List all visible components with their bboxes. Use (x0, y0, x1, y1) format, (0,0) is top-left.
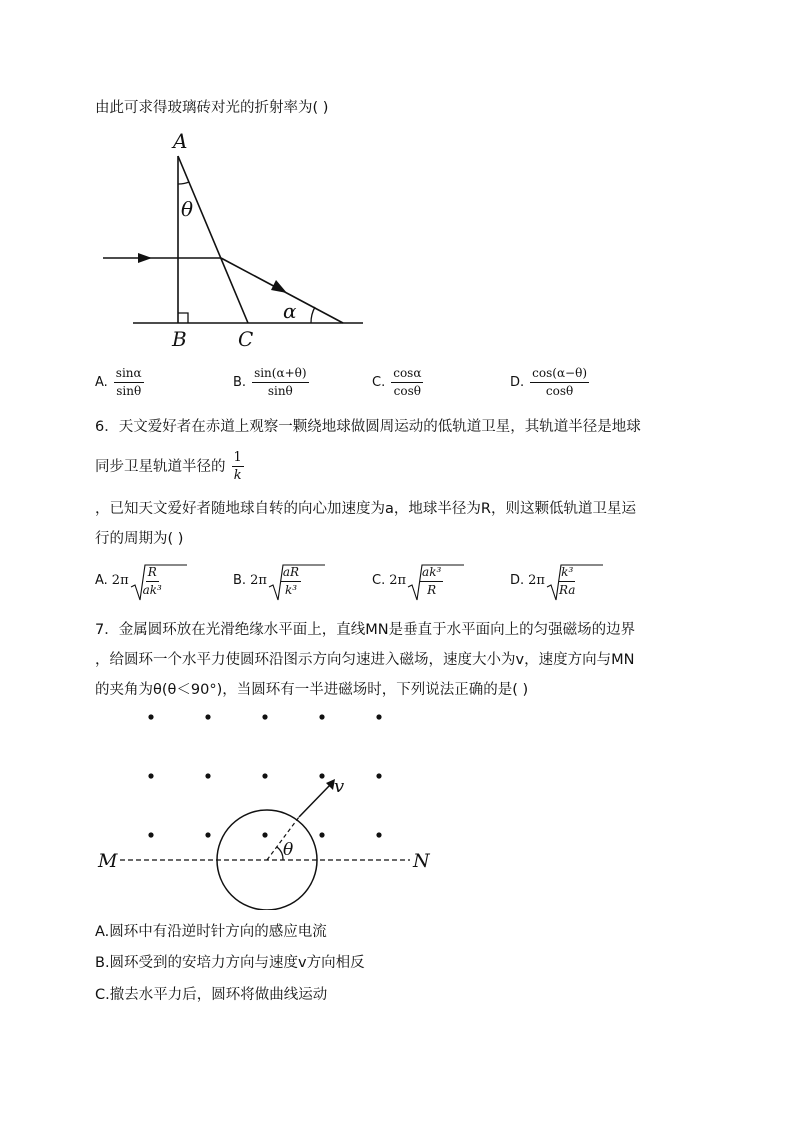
theta-label: θ (283, 840, 294, 860)
option-fraction (391, 366, 423, 399)
q6-option-b[interactable] (233, 563, 301, 598)
coefficient: 2π (111, 573, 129, 588)
option-letter: A. (95, 375, 108, 390)
one-over-k-fraction (232, 450, 244, 483)
radical-sign-icon (267, 563, 327, 603)
n-label: N (413, 850, 430, 872)
radical-sign-icon (545, 563, 605, 603)
q5-option-b[interactable] (233, 366, 309, 399)
fraction-denominator: Ra (558, 583, 576, 597)
q6-option-d[interactable] (510, 563, 575, 598)
fraction-numerator: sinα (114, 366, 144, 383)
q7-line-2: ，给圆环一个水平力使圆环沿图示方向匀速进入磁场，速度大小为v，速度方向与MN (95, 652, 635, 668)
fraction-denominator: cosθ (545, 384, 574, 398)
q7-option-a[interactable]: A.圆环中有沿逆时针方向的感应电流 (95, 924, 327, 940)
radical (267, 563, 301, 598)
fraction-denominator: R (427, 583, 437, 597)
vertex-b-label: B (172, 327, 187, 351)
field-dots (148, 714, 381, 837)
velocity-label: v (334, 776, 345, 797)
fraction-denominator: k³ (284, 583, 298, 597)
q6-line-3: ，已知天文爱好者随地球自转的向心加速度为a，地球半径为R，则这颗低轨道卫星运 (95, 501, 636, 517)
radical-sign-icon (406, 563, 466, 603)
option-fraction (114, 366, 144, 399)
coefficient: 2π (389, 573, 407, 588)
radical (129, 563, 162, 598)
magnetic-field-figure (90, 705, 440, 910)
coefficient: 2π (250, 573, 267, 588)
fraction-numerator: cos(α−θ) (530, 366, 589, 383)
radical (545, 563, 575, 598)
m-label: M (98, 850, 118, 872)
q5-option-d[interactable] (510, 366, 589, 399)
q5-option-a[interactable] (95, 366, 144, 399)
fraction-numerator: ak³ (420, 565, 443, 582)
theta-label: θ (181, 197, 194, 221)
fraction-numerator: R (146, 565, 159, 582)
fraction-denominator: k (233, 468, 242, 483)
q7-line-3: 的夹角为θ(θ＜90°)，当圆环有一半进磁场时，下列说法正确的是( ) (95, 682, 529, 698)
fraction-denominator: sinθ (116, 384, 142, 398)
option-letter: B. (233, 375, 247, 390)
option-letter: C. (372, 573, 386, 588)
fraction-denominator: sinθ (267, 384, 293, 398)
fraction-numerator: aR (281, 565, 301, 582)
fraction-numerator: 1 (233, 450, 242, 465)
q6-option-a[interactable] (95, 563, 162, 598)
alpha-label: α (283, 299, 297, 323)
refraction-figure (95, 128, 375, 353)
fraction-denominator: cosθ (393, 384, 421, 398)
option-letter: A. (95, 573, 108, 588)
radical (406, 563, 443, 598)
q7-option-b[interactable]: B.圆环受到的安培力方向与速度v方向相反 (95, 955, 365, 971)
vertex-c-label: C (238, 327, 254, 351)
q7-line-1: 7．金属圆环放在光滑绝缘水平面上，直线MN是垂直于水平面向上的匀强磁场的边界 (95, 622, 636, 638)
coefficient: 2π (528, 573, 545, 588)
q6-line-4: 行的周期为( ) (95, 531, 184, 547)
option-expression (389, 563, 443, 598)
q6-line-2 (95, 450, 244, 483)
q6-option-c[interactable] (372, 563, 443, 598)
radical-sign-icon (129, 563, 189, 603)
option-letter: D. (510, 375, 525, 390)
fraction-numerator: cosα (391, 366, 423, 383)
option-fraction (530, 366, 589, 399)
q6-line-2-text: 同步卫星轨道半径的 (95, 458, 226, 475)
q6-line-1: 6．天文爱好者在赤道上观察一颗绕地球做圆周运动的低轨道卫星，其轨道半径是地球 (95, 419, 641, 435)
option-letter: D. (510, 573, 525, 588)
option-letter: C. (372, 375, 386, 390)
q7-option-c[interactable]: C.撤去水平力后，圆环将做曲线运动 (95, 987, 328, 1003)
fraction-numerator: k³ (559, 565, 575, 582)
option-expression (112, 563, 162, 598)
option-fraction (252, 366, 308, 399)
vertex-a-label: A (173, 129, 188, 153)
fraction-denominator: ak³ (142, 583, 162, 597)
option-letter: B. (233, 573, 247, 588)
option-expression (250, 563, 301, 598)
q5-option-c[interactable] (372, 366, 423, 399)
option-expression (528, 563, 575, 598)
fraction-numerator: sin(α+θ) (252, 366, 308, 383)
q5-stem: 由此可求得玻璃砖对光的折射率为( ) (95, 100, 329, 116)
